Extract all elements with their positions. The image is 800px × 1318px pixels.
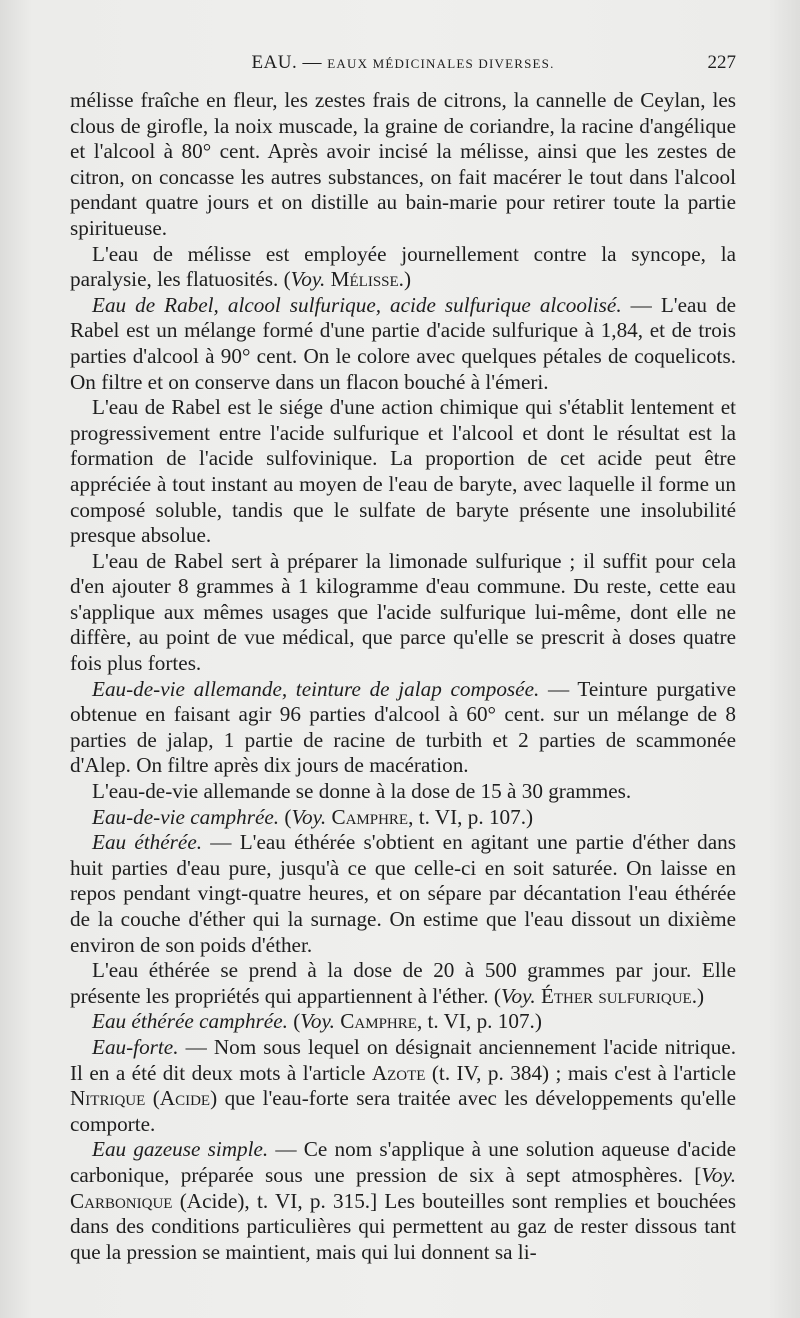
text-run: — Nom sous lequel on désignait anciennement l'acide nitrique. Il en a été dit deux mots à l'article (70, 1034, 736, 1085)
text-run: , t. VI, p. 107.) (416, 1009, 542, 1034)
paragraph (70, 293, 736, 395)
italic-text: Eau de Rabel, alcool sulfurique, acide sulfurique alcoolisé. (92, 292, 622, 317)
text-run: mélisse fraîche en fleur, les zestes frais de citrons, la cannelle de Ceylan, les clous de girofle, la noix muscade, la graine de coriandre, la racine d'angélique et l'alcool à 80° cent. Après avoir incisé la mélisse, ainsi que les zestes de citron, on concasse les autres substances, on fait macérer le tout dans l'alcool pendant quatre jours et on distille au bain-marie pour retirer toute la partie spiritueuse. (70, 88, 736, 240)
paragraph (70, 830, 736, 958)
text-run: que l'eau-forte sera traitée avec les développements qu'elle comporte. (70, 1086, 737, 1136)
running-header (70, 52, 736, 82)
italic-text: Voy. (290, 267, 326, 292)
text-run: — L'eau éthérée s'obtient en agitant une partie d'éther dans huit parties d'eau pure, jusqu'à ce que celle-ci en soit saturée. On laisse en repos pendant vingt-quatre heures, et on sépare par décantation l'eau éthérée de la couche d'éther qui la surnage. On estime que l'eau dissout un dixième environ de son poids d'éther. (70, 830, 736, 957)
text-run: — L'eau de Rabel est un mélange formé d'une partie d'acide sulfurique à 1,84, et de trois parties d'alcool à 90° cent. On le colore avec quelques pétales de coquelicots. On filtre et on conserve dans un flacon bouché à l'émeri. (70, 292, 736, 394)
paragraph (70, 677, 736, 779)
header-title-main: EAU. (251, 52, 298, 73)
small-caps-text: Nitrique (Acide) (70, 1086, 218, 1111)
text-run: — Ce nom s'applique à une solution aqueuse d'acide carbonique, préparée sous une pression de six à sept atmosphères. [ (70, 1137, 736, 1187)
paragraph (70, 958, 736, 1009)
paragraph (70, 1137, 736, 1265)
italic-text: Eau éthérée camphrée. (92, 1009, 288, 1034)
small-caps-text: Carbonique (70, 1188, 173, 1213)
paragraph (70, 242, 736, 293)
italic-text: Eau-de-vie camphrée. (92, 804, 280, 829)
header-title-dash: — (302, 52, 323, 73)
paragraph (70, 779, 736, 805)
small-caps-text: Azote (371, 1060, 426, 1085)
header-title-sub: EAUX MÉDICINALES DIVERSES. (327, 56, 555, 71)
italic-text: Voy. (291, 804, 327, 829)
text-run: .) (398, 267, 412, 292)
italic-text: Eau éthérée. (92, 830, 203, 855)
small-caps-text: Camphre (340, 1009, 417, 1034)
text-run: L'eau éthérée se prend à la dose de 20 à 500 grammes par jour. Elle présente les propriétés qui appartiennent à l'éther. ( (70, 958, 736, 1008)
italic-text: Voy. (701, 1162, 736, 1187)
small-caps-text: Éther sulfurique (540, 983, 692, 1008)
italic-text: Eau-de-vie allemande, teinture de jalap composée. (92, 676, 540, 701)
italic-text: Eau gazeuse simple. (92, 1137, 269, 1162)
text-run: L'eau de Rabel sert à préparer la limonade sulfurique ; il suffit pour cela d'en ajouter 8 grammes à 1 kilogramme d'eau commune. Du reste, cette eau s'applique aux mêmes usages que l'acide sulfurique lui-même, dont elle ne diffère, au point de vue médical, que parce qu'elle se prescrit à doses quatre fois plus fortes. (70, 548, 736, 676)
text-run: ( (287, 1009, 301, 1034)
paragraph (70, 1009, 736, 1035)
paragraph (70, 805, 736, 831)
text-run: — Teinture purgative obtenue en faisant agir 96 parties d'alcool à 60° cent. sur un mélange de 8 parties de jalap, 1 partie de racine de turbith et 2 parties de scammonée d'Alep. On filtre après dix jours de macération. (70, 676, 736, 778)
text-run: .) (691, 983, 705, 1008)
text-run: ( (279, 804, 292, 829)
small-caps-text: Camphre (331, 804, 409, 829)
text-run: (Acide), t. VI, p. 315.] Les bouteilles sont remplies et bouchées dans des conditions particulières qui permettent au gaz de rester dissous tant que la pression se maintient, mais qui lui donnent sa li- (70, 1188, 736, 1264)
paragraph (70, 1035, 736, 1137)
body-text (70, 88, 736, 1265)
text-run: L'eau de Rabel est le siége d'une action chimique qui s'établit lentement et progressivement entre l'acide sulfurique et l'alcool et dont le résultat est la formation de l'acide sulfovinique. La proportion de cet acide peut être appréciée à tout instant au moyen de l'eau de baryte, avec laquelle il forme un composé soluble, tandis que le sulfate de baryte présente une insolubilité presque absolue. (70, 395, 736, 548)
italic-text: Voy. (500, 983, 536, 1008)
small-caps-text: Mélisse (330, 267, 399, 292)
italic-text: Eau-forte. (92, 1034, 179, 1059)
paragraph (70, 395, 736, 549)
paragraph (70, 88, 736, 242)
text-run: (t. IV, p. 384) ; mais c'est à l'article (425, 1060, 736, 1085)
text-run: , t. VI, p. 107.) (408, 804, 534, 829)
text-run: L'eau de mélisse est employée journellement contre la syncope, la paralysie, les flatuosités. ( (70, 241, 736, 292)
header-title (70, 52, 736, 74)
page-number: 227 (707, 52, 736, 73)
paragraph (70, 549, 736, 677)
text-run: L'eau-de-vie allemande se donne à la dose de 15 à 30 grammes. (92, 779, 632, 804)
italic-text: Voy. (300, 1009, 335, 1034)
